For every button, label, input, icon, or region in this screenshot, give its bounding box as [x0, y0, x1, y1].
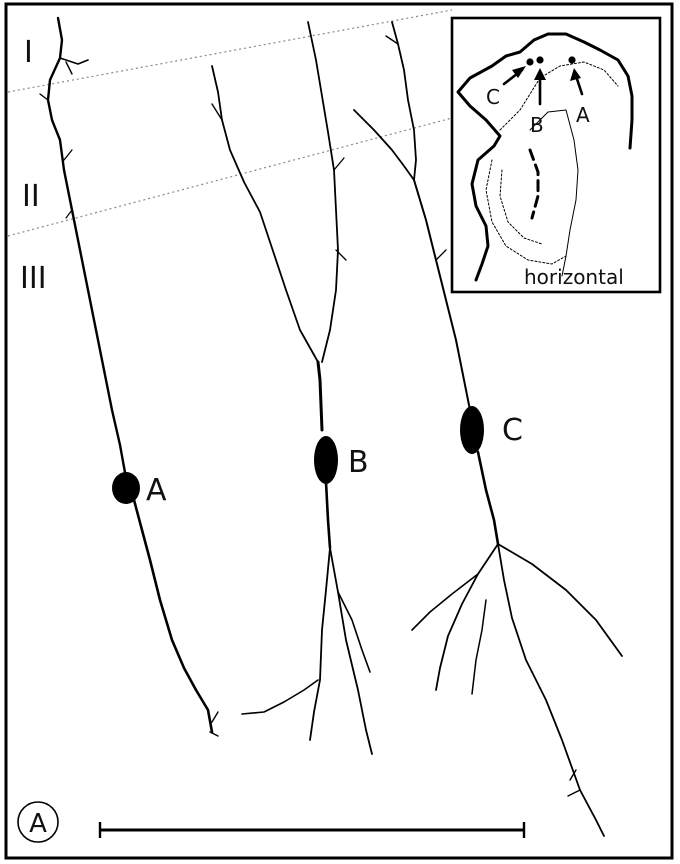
layer-label-3: III: [20, 261, 47, 296]
neuron-a-soma: [112, 472, 140, 504]
neuron-b-label: B: [348, 445, 369, 480]
neuron-a-label: A: [146, 473, 167, 508]
neuron-b-soma: [314, 436, 338, 484]
inset-horizontal-section: [452, 18, 660, 292]
inset-dot-a: [568, 56, 575, 63]
inset-label-c: C: [486, 85, 500, 109]
layer-label-1: I: [24, 35, 33, 70]
neuron-c-soma: [460, 406, 484, 454]
inset-plane-label: horizontal: [524, 265, 624, 289]
neuron-a: [40, 18, 218, 736]
layer-boundary-1-2: [8, 10, 452, 92]
panel-label: A: [29, 809, 47, 839]
inset-dot-c: [526, 58, 533, 65]
layer-label-2: II: [22, 179, 40, 214]
inset-label-b: B: [530, 113, 544, 137]
neuron-b: [212, 22, 372, 754]
inset-label-a: A: [576, 103, 590, 127]
neuron-c-label: C: [502, 413, 523, 448]
inset-dot-b: [536, 56, 543, 63]
